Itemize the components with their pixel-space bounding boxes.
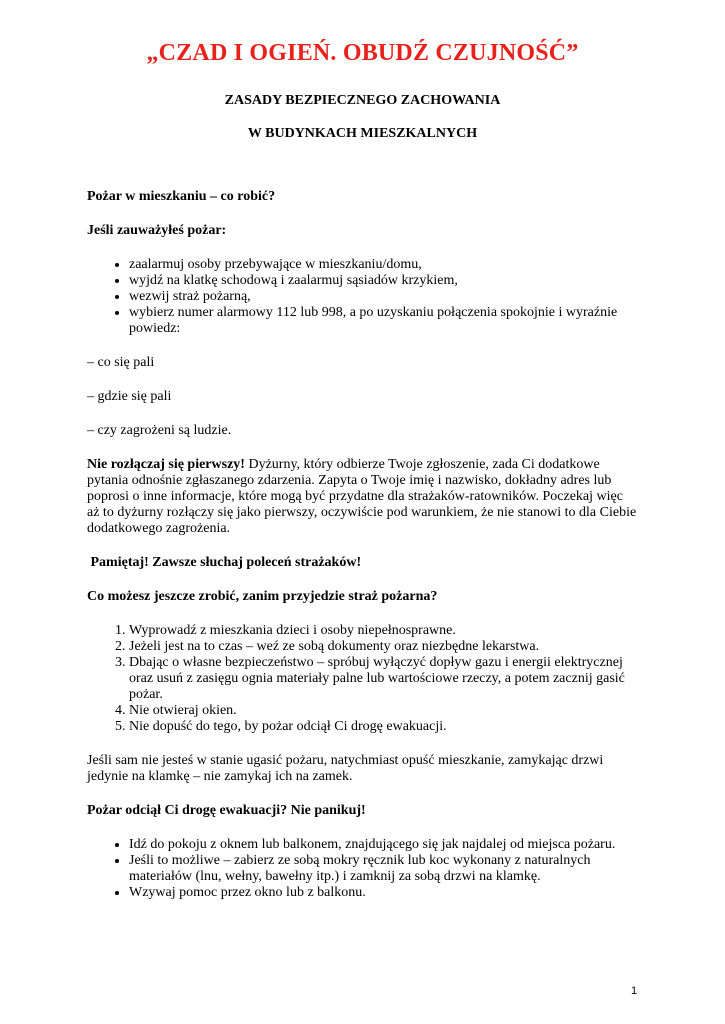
page-number: 1 xyxy=(631,985,638,997)
list-item: • wyjdź na klatkę schodową i zaalarmuj sąsiadów krzykiem, xyxy=(129,273,638,289)
subheading-noticed-fire: Jeśli zauważyłeś pożar: xyxy=(87,223,227,238)
leave-apartment-paragraph: Jeśli sam nie jesteś w stanie ugasić pożaru, natychmiast opuść mieszkanie, zamykając drzwi jedynie na klamkę – nie zamykaj ich na zamek. xyxy=(87,753,604,784)
list-item: • Jeśli to możliwe – zabierz ze sobą mokry ręcznik lub koc wykonany z naturalnych materiałów (lnu, wełny, bawełny itp.) i zamknij za sobą drzwi na klamkę. xyxy=(129,853,638,885)
dash-line-what: – co się pali xyxy=(87,355,155,370)
list-item: • Wzywaj pomoc przez okno lub z balkonu. xyxy=(129,885,638,901)
list-item: 1. Wyprowadź z mieszkania dzieci i osoby niepełnosprawne. xyxy=(129,623,638,639)
list-item: 5. Nie dopuść do tego, by pożar odciął Ci drogę ewakuacji. xyxy=(129,719,638,735)
dash-line-where: – gdzie się pali xyxy=(87,389,172,404)
dont-hang-up-text: Dyżurny, który odbierze Twoje zgłoszenie, zada Ci dodatkowe pytania odnośnie zgłaszanego zdarzenia. Zapyta o Twoje imię i nazwisko, dokładny adres lub poprosi o inne informacje, które mogą być przydatne dla strażaków-ratowników. Poczekaj więc aż to dyżurny rozłączy się jako pierwszy, oczywiście pod warunkiem, że nie stanowi to dla Ciebie dodatkowego zagrożenia. xyxy=(87,457,637,536)
dont-hang-up-bold: Nie rozłączaj się pierwszy! xyxy=(87,457,245,472)
section-heading-fire: Pożar w mieszkaniu – co robić? xyxy=(87,189,276,204)
fire-steps-list xyxy=(87,257,638,337)
section-heading-cut-off: Pożar odciął Ci drogę ewakuacji? Nie panikuj! xyxy=(87,803,366,818)
list-item: • wybierz numer alarmowy 112 lub 998, a po uzyskaniu połączenia spokojnie i wyraźnie powiedz: xyxy=(129,305,638,337)
remember-note: Pamiętaj! Zawsze słuchaj poleceń strażaków! xyxy=(87,555,362,570)
document-title: „CZAD I OGIEŃ. OBUDŹ CZUJNOŚĆ” xyxy=(146,40,579,66)
before-arrival-list xyxy=(87,623,638,735)
subtitle-rules: ZASADY BEZPIECZNEGO ZACHOWANIA xyxy=(224,93,501,108)
list-item: • wezwij straż pożarną, xyxy=(129,289,638,305)
cut-off-list xyxy=(87,837,638,901)
list-item: 3. Dbając o własne bezpieczeństwo – spróbuj wyłączyć dopływ gazu i energii elektrycznej oraz usuń z zasięgu ognia materiały palne lub wartościowe rzeczy, a potem zacznij gasić pożar. xyxy=(129,655,638,703)
list-item: 4. Nie otwieraj okien. xyxy=(129,703,638,719)
dont-hang-up-paragraph xyxy=(87,457,638,537)
list-item: • zaalarmuj osoby przebywające w mieszkaniu/domu, xyxy=(129,257,638,273)
subtitle-buildings: W BUDYNKACH MIESZKALNYCH xyxy=(247,126,478,141)
list-item: 2. Jeżeli jest na to czas – weź ze sobą dokumenty oraz niezbędne lekarstwa. xyxy=(129,639,638,655)
section-heading-before-arrival: Co możesz jeszcze zrobić, zanim przyjedzie straż pożarna? xyxy=(87,589,438,604)
dash-line-people: – czy zagrożeni są ludzie. xyxy=(87,423,232,438)
list-item: • Idź do pokoju z oknem lub balkonem, znajdującego się jak najdalej od miejsca pożaru. xyxy=(129,837,638,853)
